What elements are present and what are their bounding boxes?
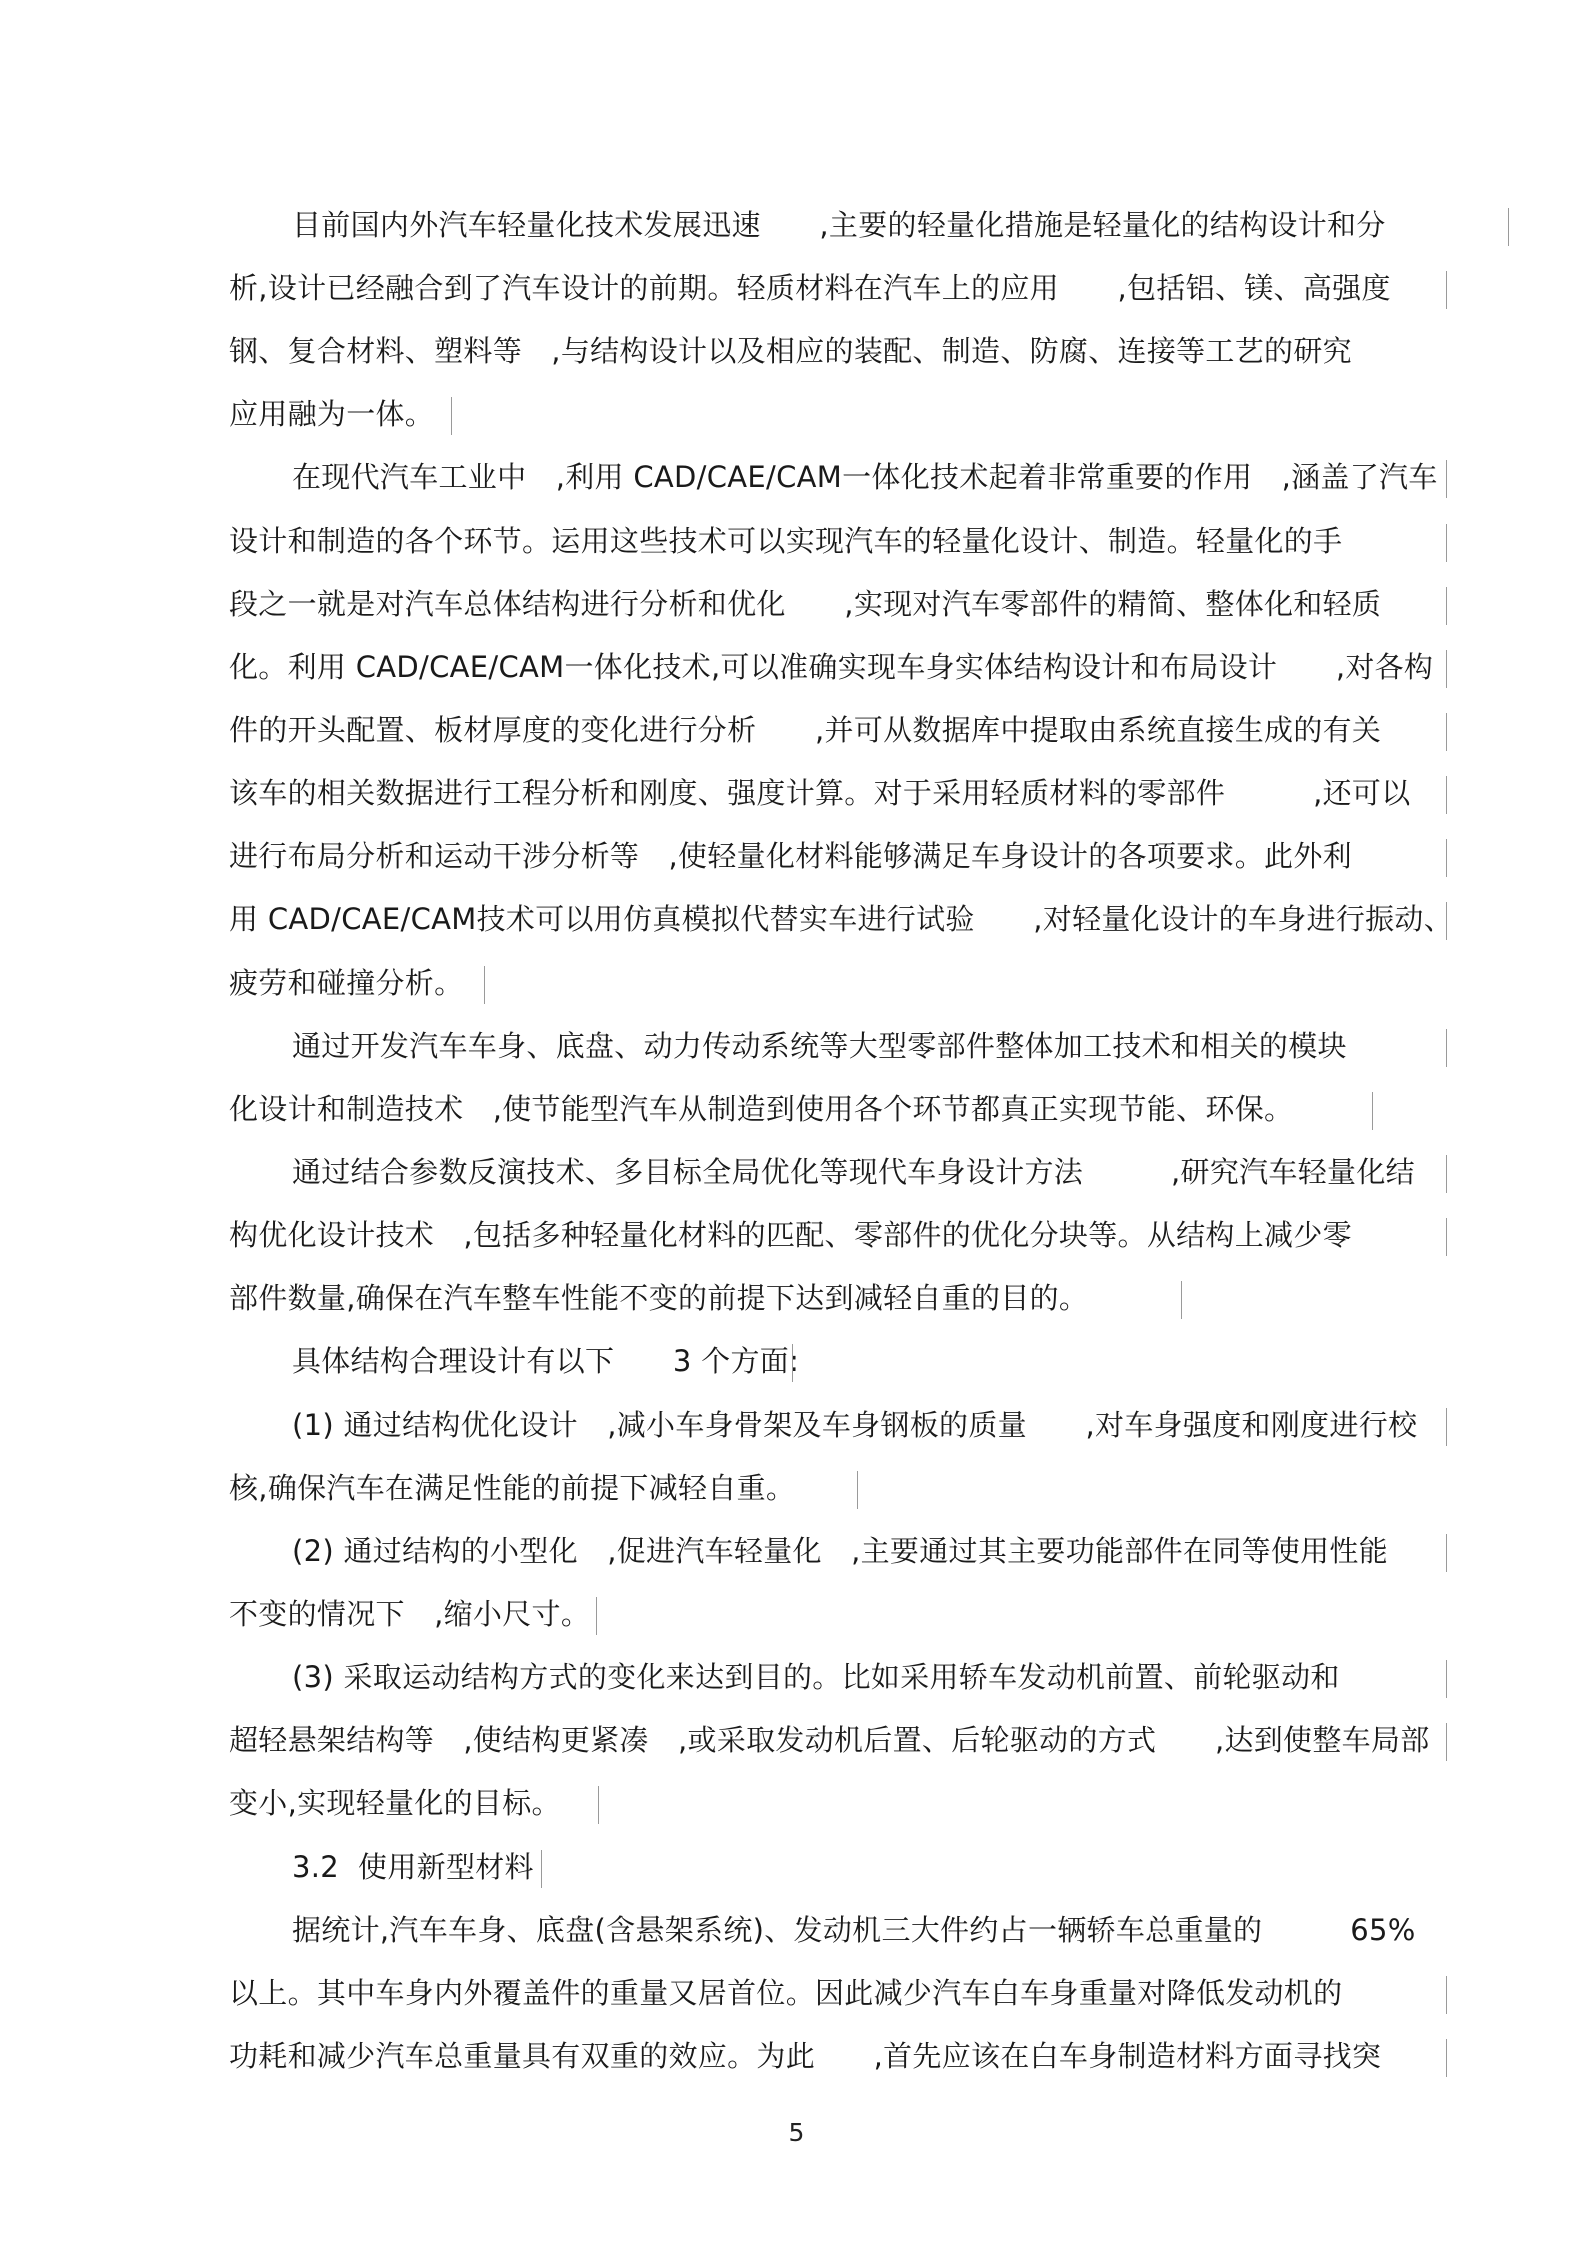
paragraph-2-line-9 [229,960,1449,1006]
line-end-marker [598,1786,599,1824]
item-2-line-2 [229,1591,1449,1637]
line-end-marker [1446,902,1447,940]
paragraph-3-line-2 [229,1086,1449,1132]
line-text: 段之一就是对汽车总体结构进行分析和优化 ,实现对汽车零部件的精简、整体化和轻质 [229,587,1382,621]
paragraph-4-line-3 [229,1275,1449,1321]
line-text: 件的开头配置、板材厚度的变化进行分析 ,并可从数据库中提取由系统直接生成的有关 [229,713,1382,747]
line-end-marker [1446,713,1447,751]
item-2-line-1 [292,1528,1512,1574]
paragraph-2-line-7 [229,833,1449,879]
section-heading-text: 3.2 使用新型材料 [292,1850,534,1884]
line-text: 以上。其中车身内外覆盖件的重量又居首位。因此减少汽车白车身重量对降低发动机的 [229,1976,1343,2010]
line-text: 设计和制造的各个环节。运用这些技术可以实现汽车的轻量化设计、制造。轻量化的手 [229,524,1343,558]
line-end-marker [1446,1218,1447,1256]
paragraph-4-line-2 [229,1212,1449,1258]
line-end-marker [1446,1534,1447,1572]
paragraph-1-line-2 [229,265,1449,311]
line-end-marker [1372,1092,1373,1130]
page-number: 5 [788,2118,805,2147]
paragraph-6-line-1 [292,1907,1512,1953]
paragraph-2-line-1 [292,454,1512,500]
line-end-marker [1446,587,1447,625]
line-text: 通过结合参数反演技术、多目标全局优化等现代车身设计方法 ,研究汽车轻量化结 [292,1155,1415,1189]
paragraph-2-line-3 [229,581,1449,627]
line-end-marker [1446,1723,1447,1761]
line-text: 具体结构合理设计有以下 3 个方面: [292,1344,800,1378]
paragraph-2-line-2 [229,518,1449,564]
line-text: 进行布局分析和运动干涉分析等 ,使轻量化材料能够满足车身设计的各项要求。此外利 [229,839,1352,873]
line-end-marker [451,397,452,435]
paragraph-1-line-4 [229,391,1449,437]
item-1-line-1 [292,1402,1512,1448]
line-text: 应用融为一体。 [229,397,435,431]
line-text: (2) 通过结构的小型化 ,促进汽车轻量化 ,主要通过其主要功能部件在同等使用性能 [292,1534,1389,1568]
paragraph-1-line-3 [229,328,1449,374]
line-end-marker [1446,460,1447,498]
line-text: 该车的相关数据进行工程分析和刚度、强度计算。对于采用轻质材料的零部件 ,还可以 [229,776,1411,810]
line-end-marker [1508,208,1509,246]
line-text: 化。利用 CAD/CAE/CAM一体化技术,可以准确实现车身实体结构设计和布局设计 ,对各构 [229,650,1434,684]
line-text: 析,设计已经融合到了汽车设计的前期。轻质材料在汽车上的应用 ,包括铝、镁、高强度 [229,271,1391,305]
line-text: 用 CAD/CAE/CAM技术可以用仿真模拟代替实车进行试验 ,对轻量化设计的车身进行振动、 [229,902,1454,936]
line-end-marker [1181,1281,1182,1319]
paragraph-2-line-4 [229,644,1449,690]
line-text: 疲劳和碰撞分析。 [229,966,464,1000]
line-end-marker [541,1850,542,1888]
paragraph-1-line-1 [292,202,1512,248]
line-end-marker [1446,1408,1447,1446]
line-text: 部件数量,确保在汽车整车性能不变的前提下达到减轻自重的目的。 [229,1281,1089,1315]
line-text: 核,确保汽车在满足性能的前提下减轻自重。 [229,1471,796,1505]
line-text: 不变的情况下 ,缩小尺寸。 [229,1597,591,1631]
line-end-marker [1446,271,1447,309]
line-end-marker [1446,1976,1447,2014]
line-end-marker [1446,1029,1447,1067]
line-text: 构优化设计技术 ,包括多种轻量化材料的匹配、零部件的优化分块等。从结构上减少零 [229,1218,1352,1252]
item-3-line-2 [229,1717,1449,1763]
item-3-line-3 [229,1780,1449,1826]
line-end-marker [1446,1155,1447,1193]
paragraph-5-line-1 [292,1338,1512,1384]
paragraph-4-line-1 [292,1149,1512,1195]
line-end-marker [792,1344,793,1382]
paragraph-2-line-6 [229,770,1449,816]
line-end-marker [1446,776,1447,814]
line-end-marker [484,966,485,1004]
paragraph-3-line-1 [292,1023,1512,1069]
line-end-marker [1446,1660,1447,1698]
item-1-line-2 [229,1465,1449,1511]
line-end-marker [1446,650,1447,688]
line-text: 目前国内外汽车轻量化技术发展迅速 ,主要的轻量化措施是轻量化的结构设计和分 [292,208,1386,242]
section-heading [292,1844,1512,1890]
item-3-line-1 [292,1654,1512,1700]
line-text: (1) 通过结构优化设计 ,减小车身骨架及车身钢板的质量 ,对车身强度和刚度进行校 [292,1408,1418,1442]
line-text: 化设计和制造技术 ,使节能型汽车从制造到使用各个环节都真正实现节能、环保。 [229,1092,1294,1126]
line-text: (3) 采取运动结构方式的变化来达到目的。比如采用轿车发动机前置、前轮驱动和 [292,1660,1340,1694]
line-text: 据统计,汽车车身、底盘(含悬架系统)、发动机三大件约占一辆轿车总重量的 65% [292,1913,1416,1947]
paragraph-6-line-3 [229,2033,1449,2079]
line-text: 功耗和减少汽车总重量具有双重的效应。为此 ,首先应该在白车身制造材料方面寻找突 [229,2039,1382,2073]
line-end-marker [1446,2039,1447,2077]
line-end-marker [857,1471,858,1509]
line-text: 变小,实现轻量化的目标。 [229,1786,561,1820]
line-text: 超轻悬架结构等 ,使结构更紧凑 ,或采取发动机后置、后轮驱动的方式 ,达到使整车局部 [229,1723,1430,1757]
paragraph-2-line-5 [229,707,1449,753]
line-end-marker [1446,524,1447,562]
line-end-marker [1446,839,1447,877]
paragraph-6-line-2 [229,1970,1449,2016]
line-text: 通过开发汽车车身、底盘、动力传动系统等大型零部件整体加工技术和相关的模块 [292,1029,1347,1063]
line-end-marker [596,1597,597,1635]
paragraph-2-line-8 [229,896,1454,942]
line-text: 在现代汽车工业中 ,利用 CAD/CAE/CAM一体化技术起着非常重要的作用 ,涵盖了汽车 [292,460,1438,494]
line-text: 钢、复合材料、塑料等 ,与结构设计以及相应的装配、制造、防腐、连接等工艺的研究 [229,334,1352,368]
